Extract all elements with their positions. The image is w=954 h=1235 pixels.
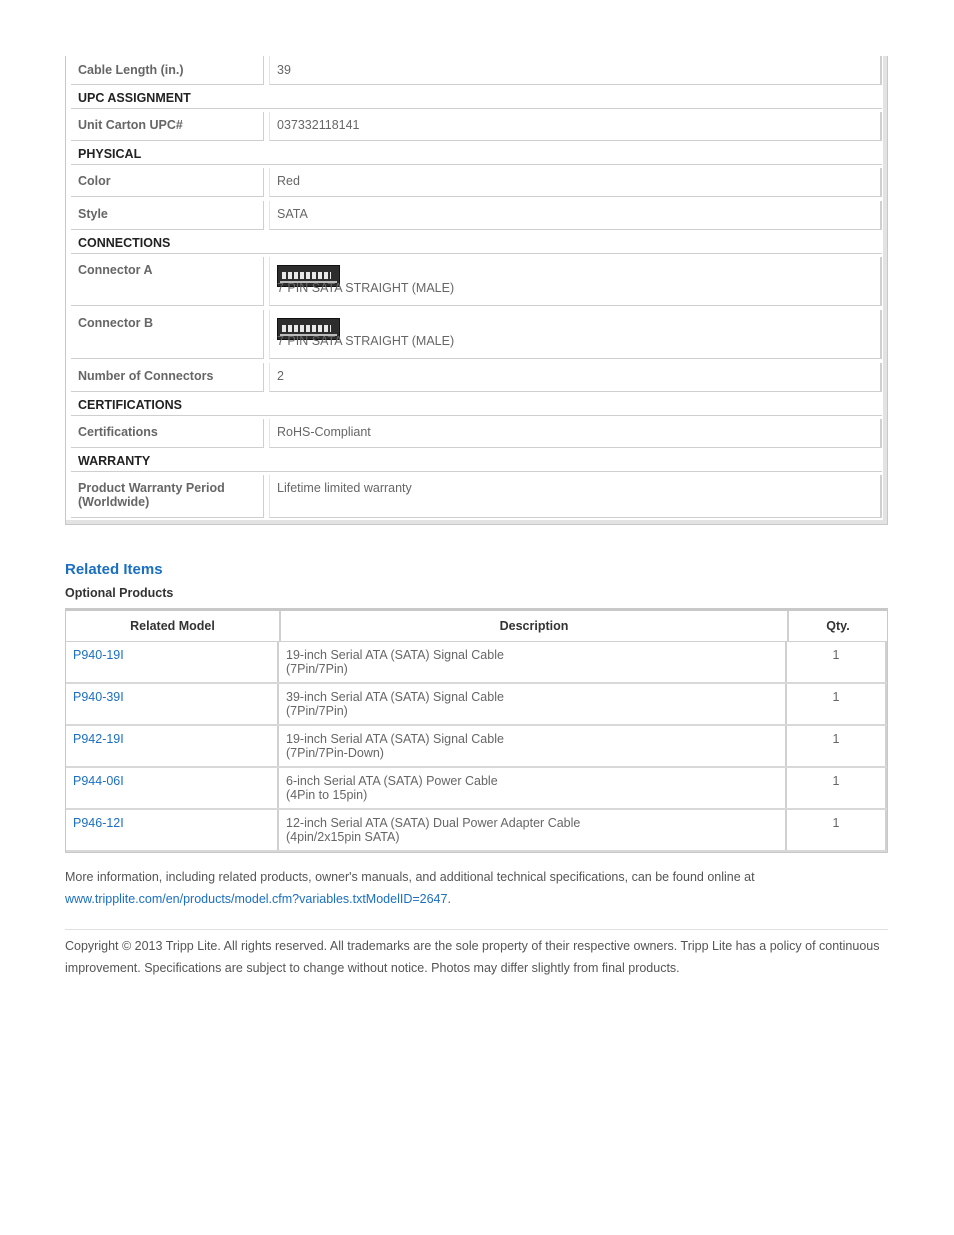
description-line: 19-inch Serial ATA (SATA) Signal Cable xyxy=(286,648,504,662)
description-line: (7Pin/7Pin-Down) xyxy=(286,746,384,760)
qty-cell: 1 xyxy=(787,642,887,682)
spec-value: 2 xyxy=(269,363,882,392)
section-header-certifications: CERTIFICATIONS xyxy=(71,392,882,416)
description-line: 6-inch Serial ATA (SATA) Power Cable xyxy=(286,774,498,788)
table-row xyxy=(66,768,887,810)
optional-products-title: Optional Products xyxy=(65,586,174,600)
spec-label: Unit Carton UPC# xyxy=(71,112,264,141)
spec-value: 037332118141 xyxy=(269,112,882,141)
spec-label: Connector A xyxy=(71,257,264,306)
related-items-title: Related Items xyxy=(65,561,163,578)
description-cell xyxy=(279,684,787,724)
spec-row-cable-length xyxy=(71,56,882,85)
spec-label: Number of Connectors xyxy=(71,363,264,392)
model-link[interactable]: P942-19I xyxy=(66,726,279,766)
description-line: 12-inch Serial ATA (SATA) Dual Power Adapter Cable xyxy=(286,816,581,830)
description-cell xyxy=(279,768,787,808)
section-header-connections: CONNECTIONS xyxy=(71,230,882,254)
spec-label: Cable Length (in.) xyxy=(71,56,264,85)
related-products-table xyxy=(65,608,888,853)
spec-value: Red xyxy=(269,168,882,197)
spec-value: Lifetime limited warranty xyxy=(269,475,882,518)
description-line: (4pin/2x15pin SATA) xyxy=(286,830,400,844)
spec-label: Style xyxy=(71,201,264,230)
table-row xyxy=(66,642,887,684)
description-cell xyxy=(279,810,787,850)
spec-table xyxy=(65,56,888,525)
model-link[interactable]: P946-12I xyxy=(66,810,279,850)
link-suffix: . xyxy=(447,892,451,906)
spec-value xyxy=(269,310,882,359)
description-line: (7Pin/7Pin) xyxy=(286,662,348,676)
spec-value: RoHS-Compliant xyxy=(269,419,882,448)
spec-value xyxy=(269,257,882,306)
spec-row-warranty xyxy=(71,475,882,518)
product-page-link[interactable]: www.tripplite.com/en/products/model.cfm?variables.txtModelID=2647 xyxy=(65,892,448,906)
copyright-text: Copyright © 2013 Tripp Lite. All rights reserved. All trademarks are the sole property of their respective owners. Tripp Lite has a policy of continuous improvement. Specifications are subject to change without notice. Photos may differ slightly from final products. xyxy=(65,939,880,975)
more-info-text xyxy=(65,866,888,910)
spec-row-certifications xyxy=(71,419,882,448)
description-cell xyxy=(279,642,787,682)
spec-value: SATA xyxy=(269,201,882,230)
qty-cell: 1 xyxy=(787,810,887,850)
description-line: (4Pin to 15pin) xyxy=(286,788,368,802)
spec-row-color xyxy=(71,168,882,197)
warranty-label-line2: (Worldwide) xyxy=(78,495,150,509)
description-line: 39-inch Serial ATA (SATA) Signal Cable xyxy=(286,690,504,704)
footer-divider xyxy=(65,929,888,930)
model-link[interactable]: P944-06I xyxy=(66,768,279,808)
spec-value: 39 xyxy=(269,56,882,85)
spec-row-connector-a xyxy=(71,257,882,306)
description-line: (7Pin/7Pin) xyxy=(286,704,348,718)
description-line: 19-inch Serial ATA (SATA) Signal Cable xyxy=(286,732,504,746)
connector-a-text: 7 PIN SATA STRAIGHT (MALE) xyxy=(277,281,455,295)
qty-cell: 1 xyxy=(787,726,887,766)
spec-label: Color xyxy=(71,168,264,197)
column-header-model: Related Model xyxy=(66,611,279,642)
spec-label: Connector B xyxy=(71,310,264,359)
qty-cell: 1 xyxy=(787,768,887,808)
spec-row-upc xyxy=(71,112,882,141)
spec-label xyxy=(71,475,264,518)
spec-row-style xyxy=(71,201,882,230)
section-header-physical: PHYSICAL xyxy=(71,141,882,165)
model-link[interactable]: P940-19I xyxy=(66,642,279,682)
description-cell xyxy=(279,726,787,766)
column-header-qty: Qty. xyxy=(789,611,887,642)
spec-label: Certifications xyxy=(71,419,264,448)
section-header-warranty: WARRANTY xyxy=(71,448,882,472)
spec-row-connector-b xyxy=(71,310,882,359)
more-info-sentence: More information, including related products, owner's manuals, and additional technical specifications, can be found online at xyxy=(65,870,755,884)
table-row xyxy=(66,810,887,852)
qty-cell: 1 xyxy=(787,684,887,724)
table-row xyxy=(66,684,887,726)
table-row xyxy=(66,726,887,768)
column-header-description: Description xyxy=(281,611,787,642)
model-link[interactable]: P940-39I xyxy=(66,684,279,724)
connector-b-text: 7 PIN SATA STRAIGHT (MALE) xyxy=(277,334,455,348)
spec-row-num-connectors xyxy=(71,363,882,392)
warranty-label-line1: Product Warranty Period xyxy=(78,481,225,495)
section-header-upc: UPC ASSIGNMENT xyxy=(71,85,882,109)
